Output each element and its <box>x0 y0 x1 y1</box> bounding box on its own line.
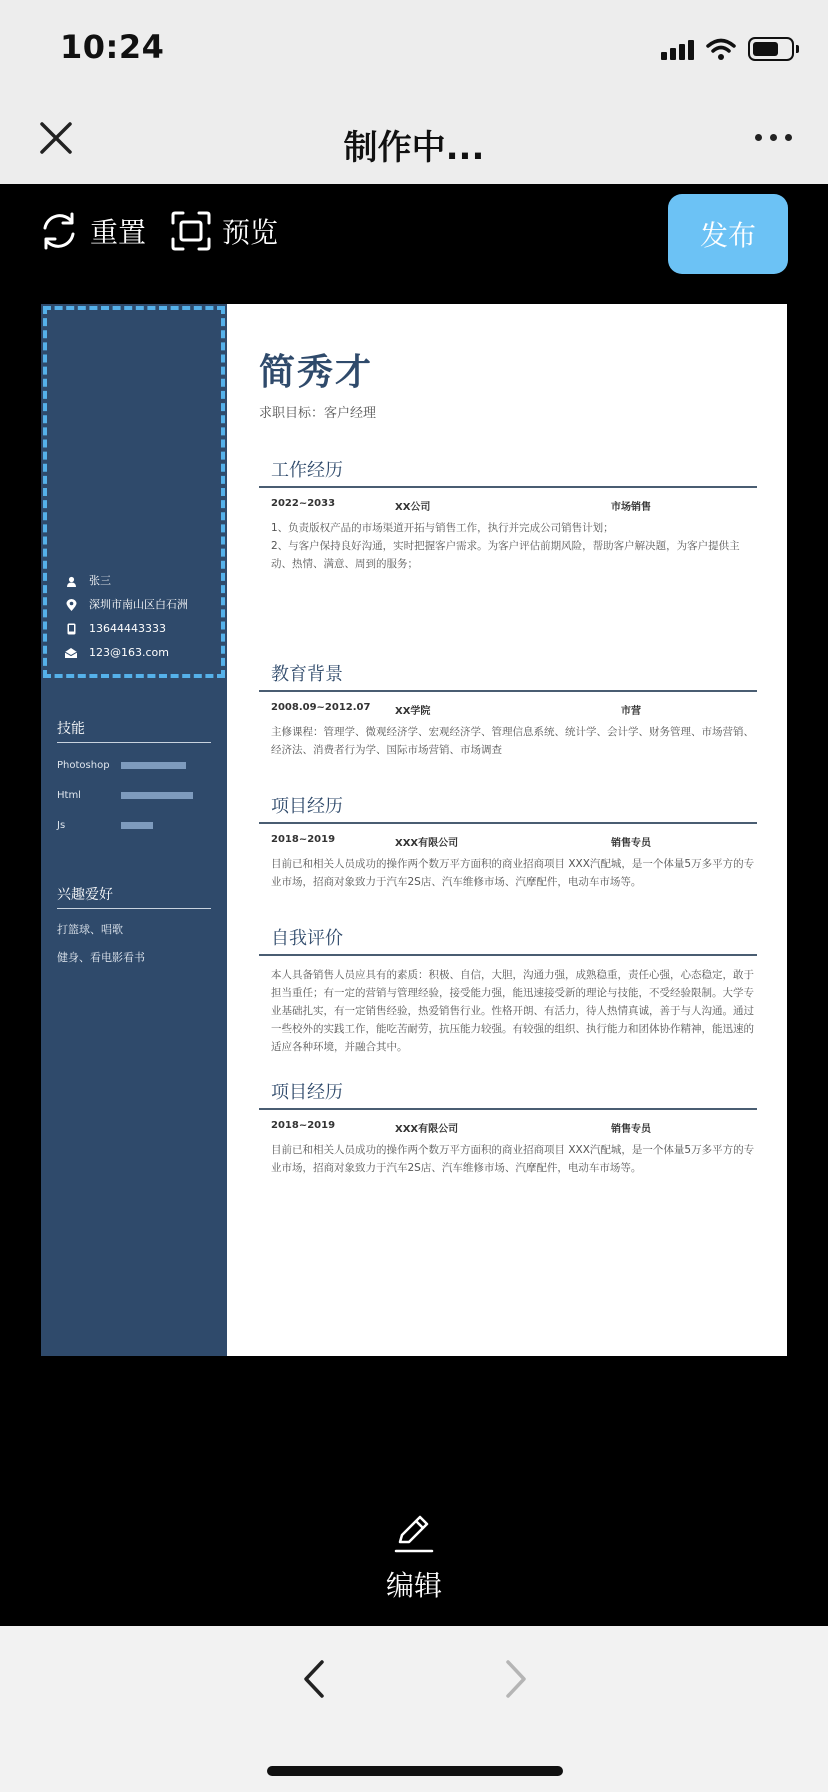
resume-main[interactable] <box>227 304 787 1356</box>
contact-phone-text: 13644443333 <box>89 622 166 635</box>
entry-org: XXX有限公司 <box>395 838 459 849</box>
hobby-item: 打篮球、唱歌 <box>57 923 123 936</box>
status-bar <box>0 0 828 96</box>
reset-icon <box>38 210 80 252</box>
entry-date: 2008.09~2012.07 <box>271 702 371 713</box>
battery-icon <box>748 37 794 61</box>
resume-objective[interactable]: 求职目标：客户经理 <box>259 406 377 421</box>
section-header-row <box>259 834 757 849</box>
education-section[interactable] <box>259 660 757 759</box>
skill-bar <box>121 822 153 829</box>
contact-address <box>65 596 215 614</box>
edit-button[interactable] <box>0 1510 828 1604</box>
skill-bar <box>121 762 186 769</box>
contact-name-text: 张三 <box>89 574 111 587</box>
home-indicator <box>267 1766 563 1776</box>
phone-icon <box>67 623 76 635</box>
contact-email <box>65 644 215 662</box>
reset-button[interactable] <box>38 210 146 252</box>
skills-title: 技能 <box>57 718 211 743</box>
contact-phone <box>65 620 215 638</box>
entry-role: 销售专员 <box>611 838 651 849</box>
section-header-row <box>259 1120 757 1135</box>
section-title: 工作经历 <box>259 456 757 488</box>
section-body <box>259 855 757 891</box>
section-title: 教育背景 <box>259 660 757 692</box>
resume-canvas[interactable] <box>41 304 787 1356</box>
section-title: 项目经历 <box>259 1078 757 1110</box>
more-icon[interactable] <box>755 134 792 141</box>
entry-role: 销售专员 <box>611 1124 651 1135</box>
entry-org: XX公司 <box>395 502 431 513</box>
status-icons <box>661 36 794 62</box>
hobbies-title: 兴趣爱好 <box>57 884 211 909</box>
section-header-row <box>259 702 757 717</box>
forward-icon[interactable] <box>500 1656 532 1702</box>
editor-toolbar <box>0 184 828 294</box>
resume-sidebar[interactable] <box>41 304 227 1356</box>
entry-org: XX学院 <box>395 706 431 717</box>
bottom-nav-bar <box>0 1626 828 1792</box>
skill-item <box>57 787 211 803</box>
status-time: 10:24 <box>60 28 165 66</box>
skills-section[interactable] <box>57 718 211 833</box>
skill-item <box>57 817 211 833</box>
preview-button[interactable] <box>170 210 278 252</box>
signal-icon <box>661 38 694 60</box>
skill-item <box>57 757 211 773</box>
project-section[interactable] <box>259 792 757 891</box>
resume-name[interactable]: 简秀才 <box>259 352 374 393</box>
section-title: 自我评价 <box>259 924 757 956</box>
hobby-item: 健身、看电影看书 <box>57 951 145 964</box>
body-line: 1、负责版权产品的市场渠道开拓与销售工作，执行并完成公司销售计划； <box>271 522 614 534</box>
edit-icon <box>392 1510 436 1554</box>
entry-role: 市营 <box>621 706 641 717</box>
wifi-icon <box>706 37 736 61</box>
entry-date: 2022~2033 <box>271 498 336 509</box>
section-body <box>259 966 757 1056</box>
user-icon <box>66 576 77 587</box>
entry-date: 2018~2019 <box>271 1120 336 1131</box>
back-icon[interactable] <box>298 1656 330 1702</box>
section-body <box>259 723 757 759</box>
skill-name: Html <box>57 789 81 801</box>
mail-icon <box>65 648 77 658</box>
section-body <box>259 519 757 573</box>
contact-info <box>65 572 215 668</box>
contact-address-text: 深圳市南山区白石洲 <box>89 598 188 611</box>
entry-role: 市场销售 <box>611 502 651 513</box>
body-line: 2、与客户保持良好沟通，实时把握客户需求。为客户评估前期风险，帮助客户解决题，为客户提供主动、热情、满意、周到的服务； <box>271 540 740 570</box>
skill-bar <box>121 792 193 799</box>
contact-name <box>65 572 215 590</box>
body-line: 目前已和相关人员成功的操作两个数万平方面积的商业招商项目 XXX汽配城，是一个体量5万多平方的专业市场，招商对象致力于汽车2S店、汽车维修市场、汽摩配件，电动车市场等。 <box>271 858 755 888</box>
skill-name: Js <box>57 819 66 831</box>
location-icon <box>66 599 77 611</box>
nav-bar <box>0 96 828 184</box>
section-title: 项目经历 <box>259 792 757 824</box>
contact-email-text: 123@163.com <box>89 646 169 659</box>
skill-name: Photoshop <box>57 759 110 771</box>
entry-date: 2018~2019 <box>271 834 336 845</box>
work-section[interactable] <box>259 456 757 573</box>
publish-button[interactable]: 发布 <box>668 194 788 274</box>
edit-label: 编辑 <box>385 1569 442 1602</box>
section-body <box>259 1141 757 1177</box>
body-line: 目前已和相关人员成功的操作两个数万平方面积的商业招商项目 XXX汽配城，是一个体量5万多平方的专业市场，招商对象致力于汽车2S店、汽车维修市场、汽摩配件，电动车市场等。 <box>271 1144 755 1174</box>
entry-org: XXX有限公司 <box>395 1124 459 1135</box>
hobbies-section[interactable] <box>57 884 211 965</box>
page-title: 制作中... <box>343 128 485 168</box>
preview-icon <box>170 210 212 252</box>
preview-label: 预览 <box>222 216 279 249</box>
reset-label: 重置 <box>90 216 147 249</box>
self-evaluation-section[interactable] <box>259 924 757 1056</box>
body-line: 本人具备销售人员应具有的素质：积极、自信，大胆，沟通力强，成熟稳重，责任心强，心态稳定，敢于担当重任；有一定的营销与管理经验，接受能力强，能迅速接受新的理论与技能，不受经验限制。大学专业基础扎实，有一定销售经验，热爱销售行业。性格开朗、有活力，待人热情真诚，善于与人沟通。通过一些校外的实践工作，能吃苦耐劳，抗压能力较强。有较强的组织、执行能力和团体协作精神，能迅速的适应各种环境，并融合其中。 <box>271 969 754 1053</box>
section-header-row <box>259 498 757 513</box>
body-line: 主修课程：管理学、微观经济学、宏观经济学、管理信息系统、统计学、会计学、财务管理、市场营销、经济法、消费者行为学、国际市场营销、市场调查 <box>271 726 754 756</box>
project-section-2[interactable] <box>259 1078 757 1177</box>
